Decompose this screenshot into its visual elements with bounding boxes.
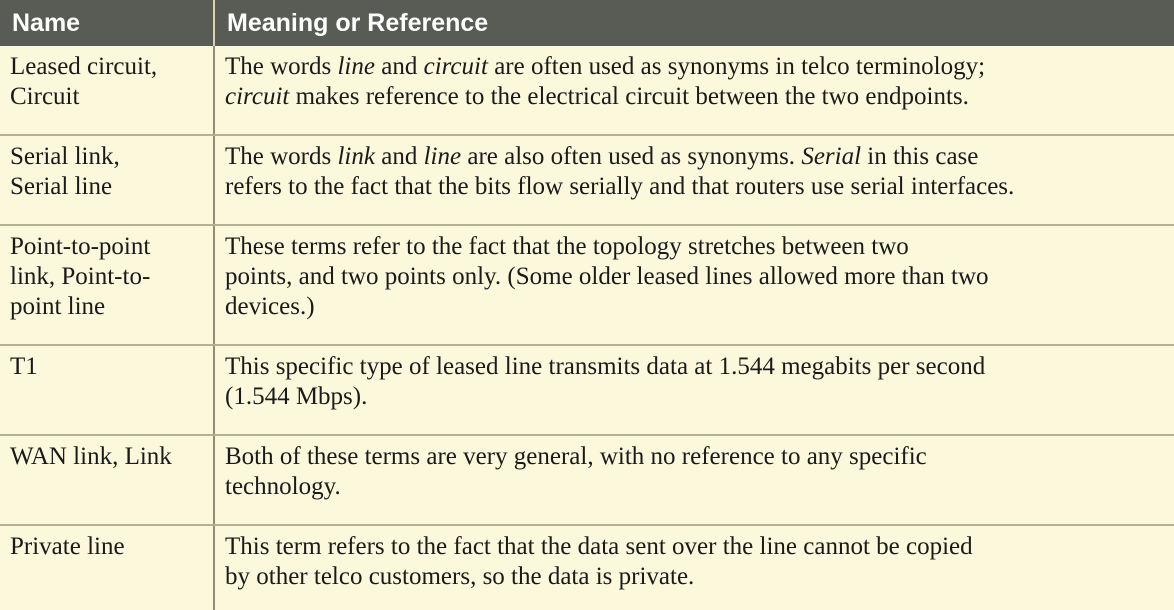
meaning-cell	[214, 345, 1174, 435]
emphasized-term: line	[337, 53, 375, 80]
meaning-line	[225, 442, 1168, 472]
meaning-line	[225, 352, 1168, 382]
meaning-line	[225, 532, 1168, 562]
meaning-line	[225, 562, 1168, 592]
meaning-line	[225, 292, 1168, 322]
emphasized-term: circuit	[225, 83, 290, 110]
term-line: Leased circuit,	[10, 53, 158, 80]
text-segment: refers to the fact that the bits flow serially and that routers use serial interfaces.	[225, 173, 1015, 200]
table-row	[0, 135, 1174, 225]
meaning-line	[225, 82, 1168, 112]
meaning-line	[225, 52, 1168, 82]
text-segment: devices.)	[225, 293, 315, 320]
meaning-line	[225, 382, 1168, 412]
term-line: Circuit	[10, 83, 80, 110]
term-cell	[0, 225, 214, 345]
meaning-cell	[214, 225, 1174, 345]
text-segment: by other telco customers, so the data is private.	[225, 563, 695, 590]
text-segment: The words	[225, 53, 338, 80]
table-row	[0, 525, 1174, 610]
term-line: Serial line	[10, 173, 113, 200]
term-cell	[0, 435, 214, 525]
emphasized-term: Serial	[801, 143, 862, 170]
meaning-cell	[214, 46, 1174, 135]
term-cell	[0, 345, 214, 435]
meaning-line	[225, 472, 1168, 502]
emphasized-term: link	[337, 143, 375, 170]
term-cell	[0, 135, 214, 225]
term-line: point line	[10, 293, 106, 320]
table-body	[0, 46, 1174, 610]
term-line: Private line	[10, 533, 125, 560]
term-line: Point-to-point	[10, 233, 151, 260]
term-cell	[0, 46, 214, 135]
text-segment: points, and two points only. (Some older leased lines allowed more than two	[225, 263, 989, 290]
table-row	[0, 435, 1174, 525]
text-segment: Both of these terms are very general, with no reference to any specific	[225, 443, 927, 470]
emphasized-term: circuit	[423, 53, 488, 80]
term-line: link, Point-to-	[10, 263, 151, 290]
text-segment: in this case	[861, 143, 979, 170]
term-line: Serial link,	[10, 143, 120, 170]
text-segment: The words	[225, 143, 338, 170]
text-segment: are also often used as synonyms.	[461, 143, 802, 170]
text-segment: and	[374, 53, 424, 80]
table-row	[0, 46, 1174, 135]
meaning-line	[225, 232, 1168, 262]
text-segment: These terms refer to the fact that the topology stretches between two	[225, 233, 909, 260]
header-name: Name	[0, 0, 214, 46]
term-line: T1	[10, 353, 38, 380]
text-segment: This term refers to the fact that the data sent over the line cannot be copied	[225, 533, 973, 560]
table-row	[0, 225, 1174, 345]
text-segment: makes reference to the electrical circuit between the two endpoints.	[289, 83, 969, 110]
table-row	[0, 345, 1174, 435]
meaning-cell	[214, 525, 1174, 610]
term-line: WAN link, Link	[10, 443, 172, 470]
meaning-cell	[214, 435, 1174, 525]
text-segment: (1.544 Mbps).	[225, 383, 368, 410]
emphasized-term: line	[423, 143, 462, 170]
header-row	[0, 0, 1174, 46]
term-cell	[0, 525, 214, 610]
table-header	[0, 0, 1174, 46]
meaning-line	[225, 172, 1168, 202]
meaning-line	[225, 262, 1168, 292]
meaning-cell	[214, 135, 1174, 225]
text-segment: This specific type of leased line transmits data at 1.544 megabits per second	[225, 353, 986, 380]
text-segment: technology.	[225, 473, 341, 500]
meaning-line	[225, 142, 1168, 172]
header-meaning: Meaning or Reference	[214, 0, 1174, 46]
text-segment: and	[374, 143, 424, 170]
text-segment: are often used as synonyms in telco terminology;	[487, 53, 986, 80]
